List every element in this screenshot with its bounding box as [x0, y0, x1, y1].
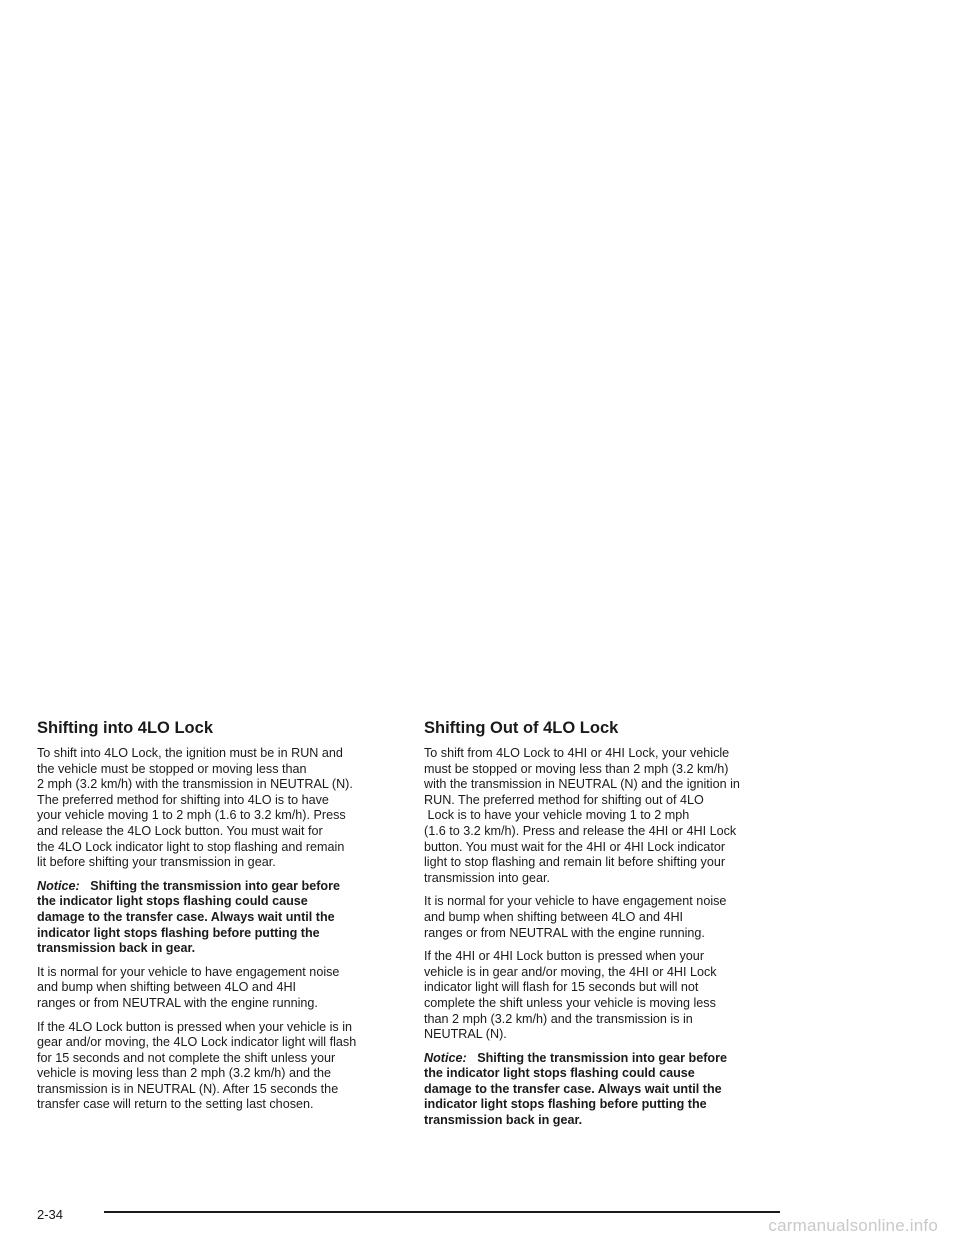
text-line: ranges or from NEUTRAL with the engine running. [424, 925, 705, 940]
text-line: button. You must wait for the 4HI or 4HI Lock indicator [424, 839, 726, 854]
text-line: The preferred method for shifting into 4LO is to have [37, 792, 329, 807]
footer-rule [104, 1211, 780, 1213]
text-line: the 4LO Lock indicator light to stop flashing and remain [37, 839, 345, 854]
text-line: your vehicle moving 1 to 2 mph (1.6 to 3.2 km/h). Press [37, 808, 346, 823]
text-line: Lock is to have your vehicle moving 1 to 2 mph [424, 808, 690, 823]
text-line: If the 4LO Lock button is pressed when your vehicle is in [37, 1019, 353, 1034]
text-line [424, 1051, 782, 1067]
paragraph [37, 1020, 395, 1114]
section-heading-shifting-into-4lo-lock: Shifting into 4LO Lock [37, 719, 213, 737]
text-line: and release the 4LO Lock button. You must wait for [37, 823, 323, 838]
text-line: lit before shifting your transmission in gear. [37, 855, 276, 870]
notice-text: Shifting the transmission into gear before [477, 1050, 727, 1065]
text-line: damage to the transfer case. Always wait until the [37, 909, 335, 924]
text-line: with the transmission in NEUTRAL (N) and the ignition in [424, 777, 740, 792]
text-line: light to stop flashing and remain lit before shifting your [424, 855, 726, 870]
text-line: vehicle is in gear and/or moving, the 4HI or 4HI Lock [424, 964, 717, 979]
text-line: damage to the transfer case. Always wait until the [424, 1081, 722, 1096]
text-line: indicator light will flash for 15 seconds but will not [424, 980, 699, 995]
paragraph [424, 894, 782, 941]
text-line: It is normal for your vehicle to have engagement noise [37, 964, 340, 979]
section-heading-shifting-out-of-4lo-lock: Shifting Out of 4LO Lock [424, 719, 619, 737]
text-line: 2 mph (3.2 km/h) with the transmission in NEUTRAL (N). [37, 777, 353, 792]
notice-paragraph [37, 879, 395, 957]
text-line: indicator light stops flashing before putting the [424, 1097, 707, 1112]
notice-text: Shifting the transmission into gear before [90, 878, 340, 893]
text-line: RUN. The preferred method for shifting out of 4LO [424, 792, 704, 807]
paragraph [424, 949, 782, 1043]
text-line: vehicle is moving less than 2 mph (3.2 km/h) and the [37, 1066, 331, 1081]
text-line: must be stopped or moving less than 2 mph (3.2 km/h) [424, 761, 729, 776]
watermark[interactable]: carmanualsonline.info [768, 1216, 938, 1235]
text-line: If the 4HI or 4HI Lock button is pressed when your [424, 949, 705, 964]
page-number: 2-34 [37, 1207, 64, 1222]
text-line: ranges or from NEUTRAL with the engine running. [37, 995, 318, 1010]
text-line: NEUTRAL (N). [424, 1027, 507, 1042]
right-column [424, 718, 782, 1137]
text-line: transmission back in gear. [424, 1113, 583, 1128]
text-line: It is normal for your vehicle to have engagement noise [424, 894, 727, 909]
text-line: and bump when shifting between 4LO and 4HI [424, 909, 684, 924]
text-line: transmission back in gear. [37, 941, 196, 956]
notice-label: Notice: [424, 1050, 467, 1065]
text-line: the indicator light stops flashing could cause [37, 894, 308, 909]
text-line: transmission is in NEUTRAL (N). After 15 seconds the [37, 1081, 339, 1096]
text-line [37, 879, 395, 895]
text-line: for 15 seconds and not complete the shift unless your [37, 1050, 336, 1065]
text-line: transmission into gear. [424, 870, 550, 885]
notice-paragraph [424, 1051, 782, 1129]
text-line: gear and/or moving, the 4LO Lock indicator light will flash [37, 1035, 357, 1050]
text-line: the indicator light stops flashing could cause [424, 1066, 695, 1081]
left-column [37, 718, 395, 1121]
paragraph [424, 746, 782, 886]
text-line: complete the shift unless your vehicle is moving less [424, 995, 716, 1010]
text-line: To shift from 4LO Lock to 4HI or 4HI Lock, your vehicle [424, 746, 730, 760]
paragraph [37, 965, 395, 1012]
text-line: To shift into 4LO Lock, the ignition must be in RUN and [37, 746, 343, 760]
paragraph [37, 746, 395, 871]
text-line: the vehicle must be stopped or moving less than [37, 761, 307, 776]
notice-label: Notice: [37, 878, 80, 893]
text-line: than 2 mph (3.2 km/h) and the transmission is in [424, 1011, 693, 1026]
text-line: transfer case will return to the setting last chosen. [37, 1097, 314, 1112]
text-line: indicator light stops flashing before putting the [37, 925, 320, 940]
text-line: and bump when shifting between 4LO and 4HI [37, 980, 297, 995]
text-line: (1.6 to 3.2 km/h). Press and release the 4HI or 4HI Lock [424, 823, 737, 838]
